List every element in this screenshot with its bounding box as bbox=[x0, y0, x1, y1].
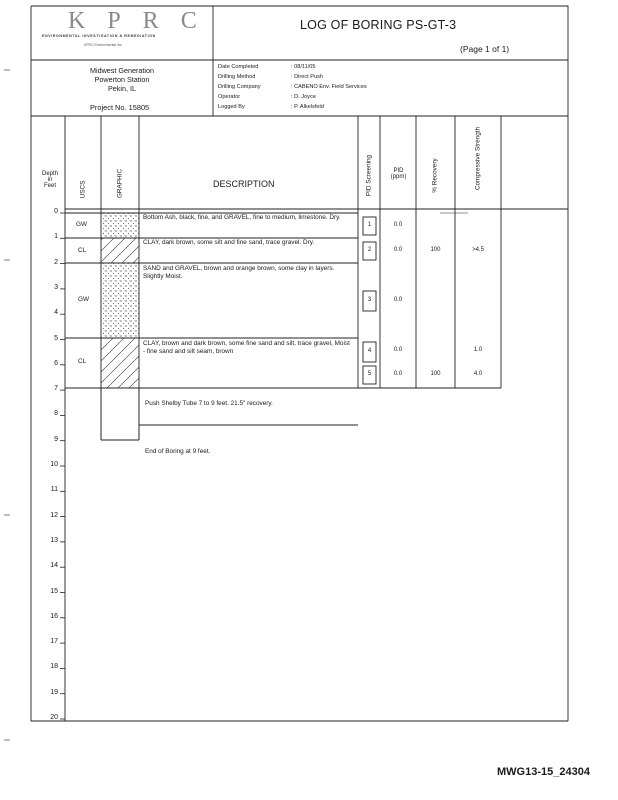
depth-label: 15 bbox=[50, 587, 58, 595]
info-value-method: : Direct Push bbox=[291, 74, 324, 80]
sample-strength-2: >4.5 bbox=[472, 247, 484, 253]
depth-label: 10 bbox=[50, 461, 58, 468]
logo-tagline: KPRC Environmental Inc. bbox=[84, 43, 123, 47]
info-value-date: : 08/11/05 bbox=[291, 64, 316, 70]
pid-header-line2: (ppm) bbox=[390, 174, 407, 180]
uscs-layer-2: CL bbox=[78, 247, 87, 254]
uscs-layer-3: GW bbox=[78, 296, 90, 303]
depth-label: 19 bbox=[50, 688, 58, 696]
depth-header-line3: Feet bbox=[43, 183, 56, 189]
depth-label: 6 bbox=[54, 359, 58, 367]
sample-strength-4: 1.0 bbox=[473, 347, 483, 353]
uscs-layer-1: GW bbox=[76, 221, 88, 228]
depth-label: 14 bbox=[50, 562, 58, 570]
client-city: Pekin, IL bbox=[108, 84, 136, 93]
sample-pid-3: 0.0 bbox=[393, 297, 403, 303]
description-layer-1: Bottom Ash, black, fine, and GRAVEL, fine to medium, limestone. Dry. bbox=[143, 214, 341, 221]
depth-label: 13 bbox=[50, 536, 58, 544]
page-title: LOG OF BORING PS-GT-3 bbox=[300, 18, 457, 32]
sample-strength-5: 4.0 bbox=[473, 371, 483, 377]
info-label-method: Drilling Method bbox=[218, 74, 256, 80]
sample-recovery-2: 100 bbox=[430, 247, 441, 253]
project-number: Project No. 15805 bbox=[90, 103, 150, 112]
uscs-header: USCS bbox=[79, 180, 87, 199]
pid-screening-header: PID Screening bbox=[365, 154, 373, 197]
client-site: Powerton Station bbox=[94, 75, 150, 84]
sample-id-4: 4 bbox=[367, 348, 372, 354]
depth-label: 17 bbox=[50, 638, 58, 646]
depth-label: 20 bbox=[50, 714, 58, 721]
description-layer-4: CLAY, brown and dark brown, some fine sand and silt, trace gravel, Moist - fine sand and silt seam, brown bbox=[143, 340, 350, 355]
info-label-logged: Logged By bbox=[218, 104, 245, 110]
depth-label: 0 bbox=[54, 208, 58, 215]
sample-id-1: 1 bbox=[367, 222, 372, 228]
info-label-company: Drilling Company bbox=[218, 84, 261, 90]
sample-recovery-5: 100 bbox=[430, 371, 441, 377]
depth-label: 1 bbox=[54, 233, 58, 241]
recovery-header: % Recovery bbox=[431, 158, 439, 193]
sample-pid-2: 0.0 bbox=[393, 247, 403, 253]
depth-label: 7 bbox=[54, 385, 58, 393]
depth-label: 16 bbox=[50, 612, 58, 620]
company-logo: KPRC bbox=[68, 8, 219, 34]
strength-header: Compressive Strength bbox=[474, 126, 482, 191]
logo-subtitle: ENVIRONMENTAL INVESTIGATION & REMEDIATION bbox=[42, 34, 156, 38]
shelby-tube-note: Push Shelby Tube 7 to 9 feet. 21.5" recovery. bbox=[145, 400, 273, 407]
description-layer-3: SAND and GRAVEL, brown and orange brown, some clay in layers. Slightly Moist. bbox=[143, 265, 335, 280]
depth-header-line2: in bbox=[47, 177, 53, 183]
end-of-boring-note: End of Boring at 9 feet. bbox=[145, 448, 211, 455]
sample-pid-1: 0.0 bbox=[393, 222, 403, 228]
client-name: Midwest Generation bbox=[90, 66, 154, 75]
sample-pid-5: 0.0 bbox=[393, 371, 403, 377]
info-value-operator: : D. Joyce bbox=[291, 94, 316, 100]
depth-label: 9 bbox=[54, 435, 58, 443]
depth-label: 5 bbox=[54, 334, 58, 342]
info-value-company: : CABENO Env. Field Services bbox=[291, 84, 367, 90]
pid-header-line1: PID bbox=[393, 168, 404, 174]
depth-label: 4 bbox=[54, 309, 58, 317]
depth-header bbox=[39, 171, 61, 189]
depth-label: 12 bbox=[50, 511, 58, 519]
depth-label: 8 bbox=[54, 410, 58, 418]
info-value-logged: : P. Alkelsfeld bbox=[291, 104, 324, 110]
document-id: MWG13-15_24304 bbox=[497, 766, 590, 778]
description-layer-2: CLAY, dark brown, some silt and fine sand, trace gravel. Dry. bbox=[143, 239, 315, 246]
sample-id-3: 3 bbox=[367, 297, 372, 303]
depth-label: 11 bbox=[50, 486, 58, 494]
depth-label: 3 bbox=[54, 283, 58, 291]
sample-pid-4: 0.0 bbox=[393, 347, 403, 353]
info-label-operator: Operator bbox=[218, 94, 241, 100]
depth-header-line1: Depth bbox=[41, 171, 58, 177]
graphic-header: GRAPHIC bbox=[116, 168, 124, 199]
info-label-date: Date Completed bbox=[218, 64, 259, 70]
sample-id-5: 5 bbox=[367, 371, 372, 377]
uscs-layer-4: CL bbox=[78, 358, 87, 365]
depth-label: 18 bbox=[50, 663, 58, 671]
sample-id-2: 2 bbox=[367, 247, 372, 253]
page-number: (Page 1 of 1) bbox=[460, 44, 510, 54]
description-header: DESCRIPTION bbox=[213, 179, 275, 189]
depth-label: 2 bbox=[54, 258, 58, 266]
pid-header bbox=[381, 168, 416, 180]
